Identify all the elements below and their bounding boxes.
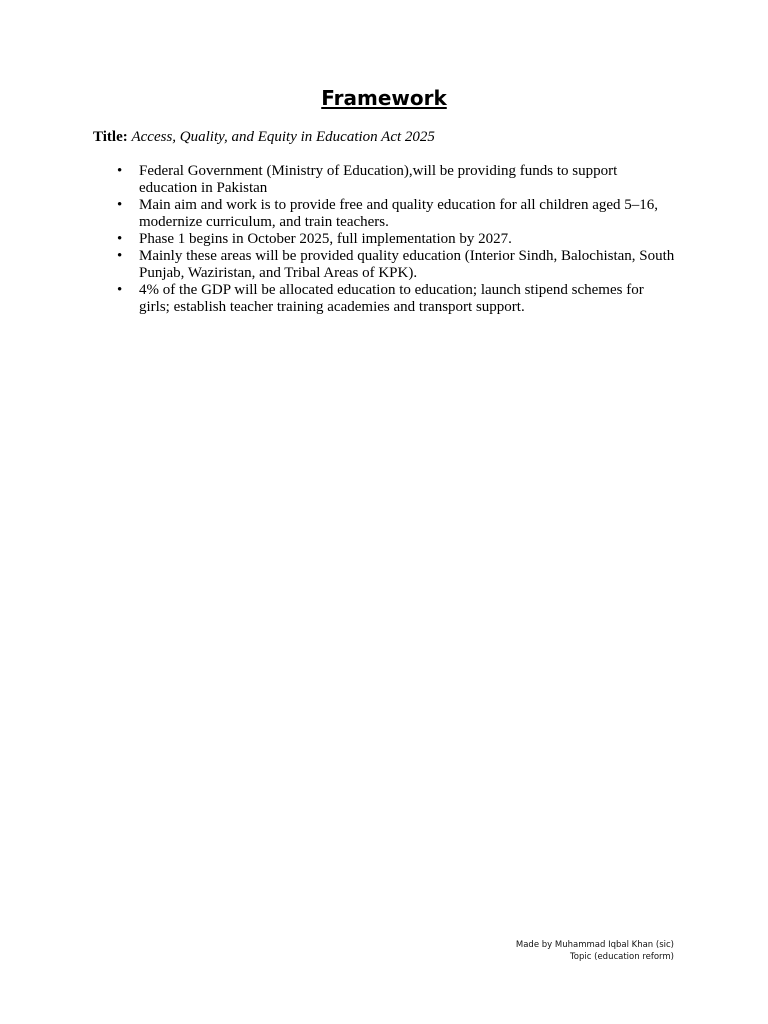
list-item-text: Mainly these areas will be provided quality education (Interior Sindh, Balochistan, South Punjab, Waziristan, and Tribal Areas of KPK).	[139, 248, 675, 281]
bullet-icon: •	[117, 197, 123, 213]
bullet-list	[117, 163, 677, 316]
list-item	[117, 163, 677, 197]
act-title-line	[93, 127, 693, 147]
bullet-icon: •	[117, 163, 123, 179]
list-item-text: Main aim and work is to provide free and quality education for all children aged 5–16, modernize curriculum, and train teachers.	[139, 197, 659, 230]
title-value: Access, Quality, and Equity in Education Act 2025	[131, 129, 435, 145]
footer-note	[516, 939, 674, 963]
footer-author: Made by Muhammad Iqbal Khan (sic)	[515, 940, 674, 950]
bullet-icon: •	[117, 231, 123, 247]
title-label: Title:	[93, 129, 128, 145]
list-item-text: Federal Government (Ministry of Education),will be providing funds to support education in Pakistan	[139, 163, 618, 196]
bullet-icon: •	[117, 248, 123, 264]
list-item	[117, 282, 677, 316]
bullet-icon: •	[117, 282, 123, 298]
footer-topic: Topic (education reform)	[570, 952, 674, 962]
list-item-text: 4% of the GDP will be allocated education to education; launch stipend schemes for girls; establish teacher training academies and transport support.	[139, 282, 644, 315]
page-title: Framework	[321, 86, 447, 110]
list-item	[117, 197, 677, 231]
list-item-text: Phase 1 begins in October 2025, full implementation by 2027.	[139, 231, 512, 247]
list-item	[117, 231, 677, 248]
list-item	[117, 248, 677, 282]
